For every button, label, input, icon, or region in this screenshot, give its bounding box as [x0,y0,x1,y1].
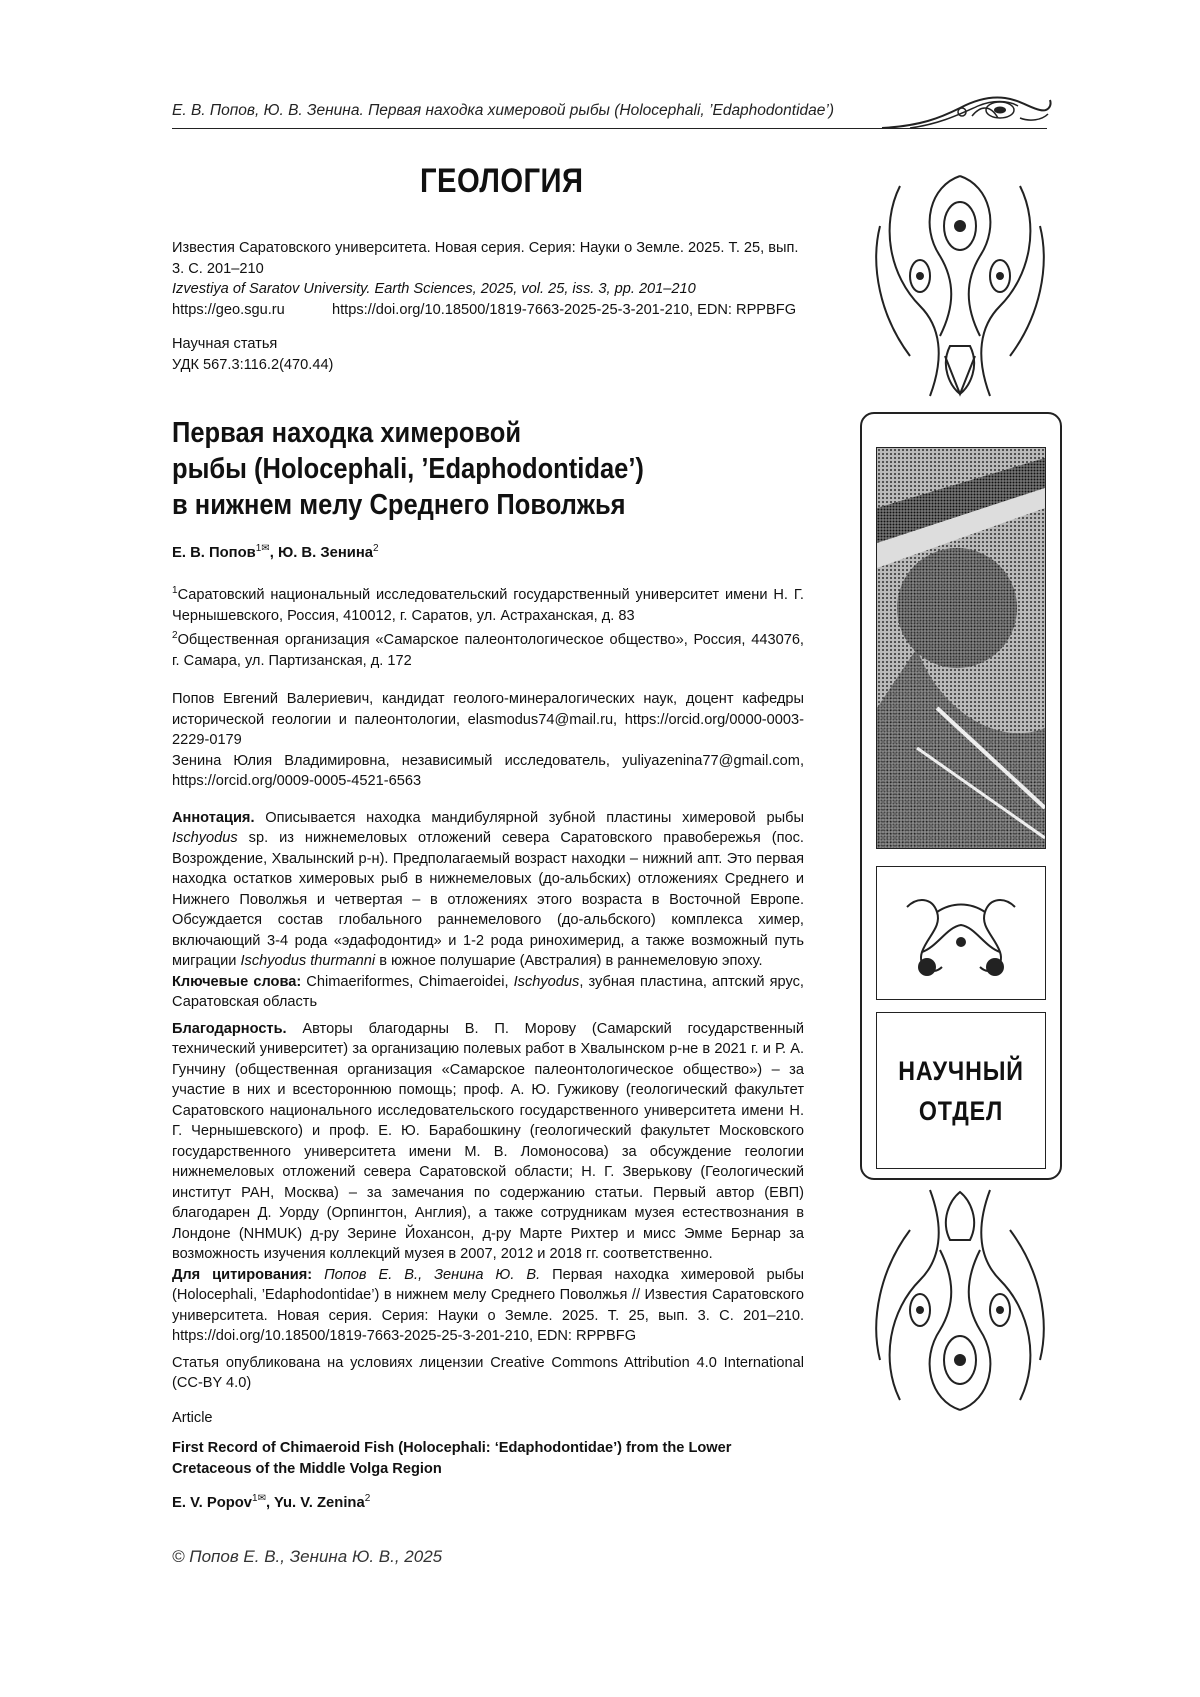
abstract-block [172,808,804,1394]
citation [172,1265,804,1347]
header-ornament-icon [880,88,1055,136]
article-type: Научная статья [172,334,804,355]
keywords-text-2: , зубная пластина, аптский ярус, Саратовская область [172,974,804,1011]
acknowledgments-label: Благодарность. [172,1021,287,1037]
author-1: Е. В. Попов [172,545,256,561]
abstract-taxon-2: Ischyodus thurmanni [240,953,375,969]
article-title [172,415,812,523]
en-author-separator: , [266,1495,274,1511]
abstract-label: Аннотация. [172,810,255,826]
affiliation-1 [172,581,804,626]
journal-citation-ru: Известия Саратовского университета. Новая серия. Серия: Науки о Земле. 2025. Т. 25, вып. 3. С. 201–210 [172,238,804,279]
title-line-3: в нижнем мелу Среднего Поволжья [172,489,626,521]
fossil-photo [876,447,1046,849]
en-article-type: Article [172,1408,804,1429]
floral-ornament-bottom-icon [860,1180,1060,1420]
abstract-text-3: в южное полушарие (Австралия) в раннемеловую эпоху. [375,953,762,969]
keywords-label: Ключевые слова: [172,974,301,990]
journal-citation-en: Izvestiya of Saratov University. Earth Sciences, 2025, vol. 25, iss. 3, pp. 201–210 [172,279,804,300]
author-list [172,539,804,563]
author-1-details: Попов Евгений Валериевич, кандидат геолого-минералогических наук, доцент кафедры исторической геологии и палеонтологии, elasmodus74@mail.ru, https://orcid.org/0000-0003-2229-0179 [172,689,804,751]
affiliation-1-num: 1 [172,585,178,596]
section-label-line-2: ОТДЕЛ [919,1091,1003,1131]
en-article-title: First Record of Chimaeroid Fish (Holocephali: ‘Edaphodontidae’) from the Lower Cretaceous of the Middle Volga Region [172,1438,804,1479]
en-author-1-sup: 1✉ [252,1493,266,1504]
copyright: © Попов Е. В., Зенина Ю. В., 2025 [172,1547,442,1567]
author-details [172,689,804,792]
en-author-2: Yu. V. Zenina [274,1495,365,1511]
affiliations [172,581,804,671]
journal-metadata [172,238,804,375]
running-head: Е. В. Попов, Ю. В. Зенина. Первая находка химеровой рыбы (Holocephali, ’Edaphodontidae’) [172,102,834,120]
keywords [172,972,804,1013]
affiliation-2-num: 2 [172,630,178,641]
author-2-details: Зенина Юлия Владимировна, независимый исследователь, yuliyazenina77@gmail.com, https://orcid.org/0009-0005-4521-6563 [172,751,804,792]
keywords-text-1: Chimaeriformes, Chimaeroidei, [301,974,513,990]
citation-label: Для цитирования: [172,1267,312,1283]
affiliation-2 [172,626,804,671]
affiliation-1-text: Саратовский национальный исследовательский государственный университет имени Н. Г. Чернышевского, Россия, 410012, г. Саратов, ул. Астраханская, д. 83 [172,587,804,624]
abstract-text-1: Описывается находка мандибулярной зубной пластины химеровой рыбы [255,810,805,826]
journal-site-link[interactable]: https://geo.sgu.ru [172,300,332,321]
section-label-line-1: НАУЧНЫЙ [898,1051,1024,1091]
author-2-sup: 2 [373,543,379,554]
abstract-text-2: sp. из нижнемеловых отложений севера Саратовского правобережья (пос. Возрождение, Хвалынский р-н). Предполагаемый возраст находки – нижний апт. Это первая находка остатков химеровых рыб в нижнемеловых (до-альбских) отложениях Среднего и Нижнего Поволжья и четвертая – в отложениях этого возраста в Восточной Европе. Обсуждается состав глобального раннемелового (до-альбского) комплекса химер, включающий 3-4 рода «эдафодонтид» и 1-2 рода ринохимерид, а также возможный путь миграции [172,830,804,969]
keywords-taxon: Ischyodus [514,974,580,990]
udk-code: УДК 567.3:116.2(470.44) [172,355,804,376]
license: Статья опубликована на условиях лицензии Creative Commons Attribution 4.0 International (CC-BY 4.0) [172,1353,804,1394]
affiliation-2-text: Общественная организация «Самарское палеонтологическое общество», Россия, 443076, г. Самара, ул. Партизанская, д. 172 [172,632,804,669]
acknowledgments [172,1019,804,1265]
author-2: Ю. В. Зенина [278,545,373,561]
author-separator: , [270,545,278,561]
section-title: ГЕОЛОГИЯ [420,162,583,201]
article-front-matter [172,238,804,1514]
title-line-2: рыбы (Holocephali, ’Edaphodontidae’) [172,453,644,485]
doi-link[interactable]: https://doi.org/10.18500/1819-7663-2025-25-3-201-210, EDN: RPPBFG [332,300,796,321]
acknowledgments-text: Авторы благодарны В. П. Морову (Самарский государственный технический университет) за организацию полевых работ в Хвалынском р-не в 2021 г. и Р. А. Гунчину (общественная организация «Самарское палеонтологическое общество») – за участие в них и всестороннюю помощь; проф. А. Ю. Гужикову (геологический факультет Саратовского национального исследовательского государственного университета имени Н. Г. Чернышевского) и проф. Е. Ю. Барабошкину (геологический факультет Московского государственного университета имени М. В. Ломоносова) за обсуждение геологии нижнемеловых отложений севера Саратовской области; Н. Г. Зверькову (Геологический институт РАН, Москва) – за замечания по содержанию статьи. Первый автор (ЕВП) благодарен Д. Уорду (Орпингтон, Англия), а также сотрудникам музея естествознания в Лондоне (NHMUK) д-ру Зерине Йохансон, д-ру Марте Рихтер и мисс Эмме Бернар за возможность изучения коллекций музея в 2007, 2012 и 2018 гг. соответственно. [172,1021,804,1263]
abstract [172,808,804,972]
author-1-sup: 1✉ [256,543,270,554]
citation-authors: Попов Е. В., Зенина Ю. В. [312,1267,540,1283]
floral-ornament-mid-icon [876,866,1046,1000]
abstract-taxon-1: Ischyodus [172,830,238,846]
en-author-2-sup: 2 [365,1493,371,1504]
floral-ornament-top-icon [860,166,1060,406]
section-label-box [876,1012,1046,1169]
title-line-1: Первая находка химеровой [172,417,521,449]
en-author-list [172,1489,804,1513]
citation-text: Первая находка химеровой рыбы (Holocephali, ’Edaphodontidae’) в нижнем мелу Среднего Поволжья // Известия Саратовского университета. Новая серия. Серия: Науки о Земле. 2025. Т. 25, вып. 3. С. 201–210. https://doi.org/10.18500/1819-7663-2025-25-3-201-210, EDN: RPPBFG [172,1267,804,1345]
en-author-1: E. V. Popov [172,1495,252,1511]
